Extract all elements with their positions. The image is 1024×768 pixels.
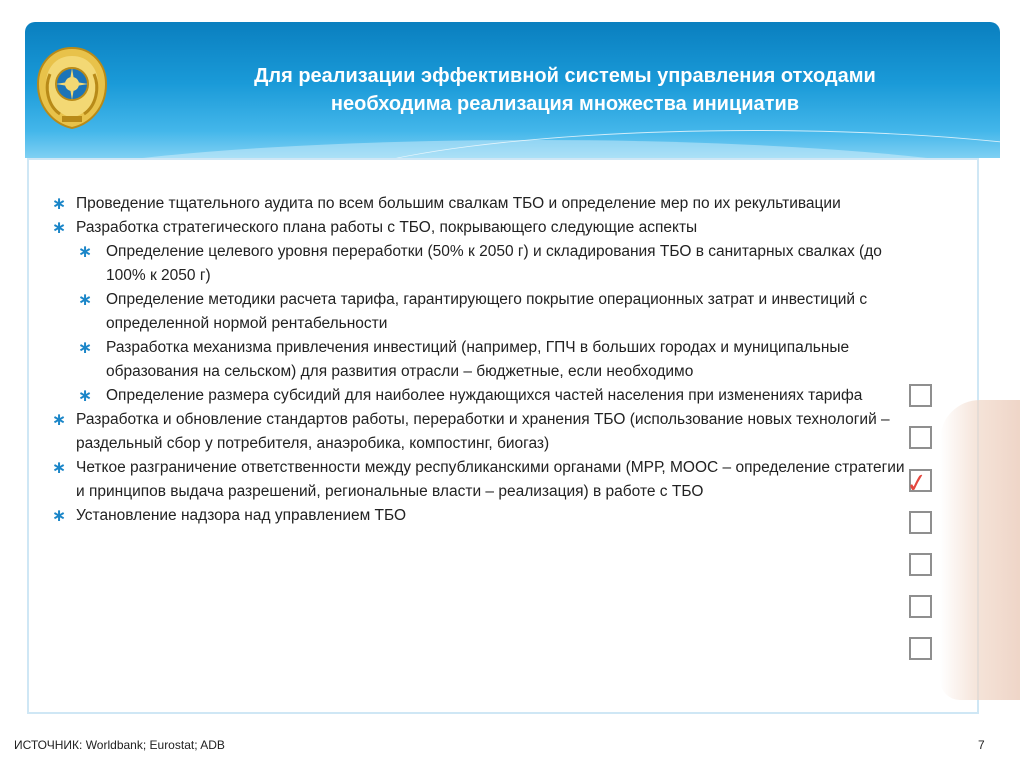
checklist-illustration [900, 380, 1010, 700]
bullet-list [52, 192, 912, 528]
bullet-asterisk-icon: ∗ [52, 410, 67, 429]
bullet-text: Разработка механизма привлечения инвестиций (например, ГПЧ в больших городах и муниципальные образования на сельском) для развития отрасли – бюджетные, если необходимо [106, 339, 850, 380]
bullet-text: Четкое разграничение ответственности между республиканскими органами (МРР, МООС – определение стратегии и принципов выдача разрешений, региональные власти – реализация) в работе с ТБО [76, 459, 905, 500]
checkbox-2-icon [909, 426, 932, 449]
hand-illustration [940, 400, 1020, 700]
sub-bullet-item-3 [78, 336, 912, 384]
bullet-asterisk-icon: ∗ [78, 338, 93, 357]
bullet-text: Установление надзора над управлением ТБО [76, 507, 407, 524]
sub-bullet-item-4 [78, 384, 912, 408]
sub-bullet-item-2 [78, 288, 912, 336]
bullet-text: Разработка и обновление стандартов работы, переработки и хранения ТБО (использование новых технологий – раздельный сбор у потребителя, анаэробика, компостинг, биогаз) [76, 411, 890, 452]
bullet-asterisk-icon: ∗ [78, 242, 93, 261]
bullet-asterisk-icon: ∗ [78, 290, 93, 309]
bullet-text: Определение методики расчета тарифа, гарантирующего покрытие операционных затрат и инвестиций с определенной нормой рентабельности [106, 291, 868, 332]
page-number: 7 [978, 738, 985, 752]
bullet-text: Определение размера субсидий для наиболее нуждающихся частей населения при изменениях тарифа [106, 387, 863, 404]
bullet-asterisk-icon: ∗ [78, 386, 93, 405]
sub-bullet-item-1 [78, 240, 912, 288]
bullet-item-2 [52, 216, 912, 240]
bullet-text: Определение целевого уровня переработки (50% к 2050 г) и складирования ТБО в санитарных свалках (до 100% к 2050 г) [106, 243, 882, 284]
bullet-item-3 [52, 408, 912, 456]
bullet-asterisk-icon: ∗ [52, 506, 67, 525]
source-note: ИСТОЧНИК: Worldbank; Eurostat; ADB [14, 738, 225, 752]
kazakhstan-emblem-icon [36, 44, 108, 130]
checkbox-5-icon [909, 553, 932, 576]
slide-title-line-1: Для реализации эффективной системы управления отходами [254, 65, 876, 87]
bullet-asterisk-icon: ∗ [52, 458, 67, 477]
red-checkmark-icon: ✓ [903, 466, 930, 500]
bullet-item-1 [52, 192, 912, 216]
bullet-asterisk-icon: ∗ [52, 194, 67, 213]
bullet-text: Проведение тщательного аудита по всем большим свалкам ТБО и определение мер по их рекультивации [76, 195, 841, 212]
bullet-asterisk-icon: ∗ [52, 218, 67, 237]
checkbox-1-icon [909, 384, 932, 407]
bullet-item-5 [52, 504, 912, 528]
checkbox-6-icon [909, 595, 932, 618]
bullet-item-4 [52, 456, 912, 504]
slide-title [160, 62, 970, 118]
slide-title-line-2: необходима реализация множества инициатив [330, 93, 800, 115]
checkbox-7-icon [909, 637, 932, 660]
bullet-text: Разработка стратегического плана работы с ТБО, покрывающего следующие аспекты [76, 219, 698, 236]
checkbox-4-icon [909, 511, 932, 534]
